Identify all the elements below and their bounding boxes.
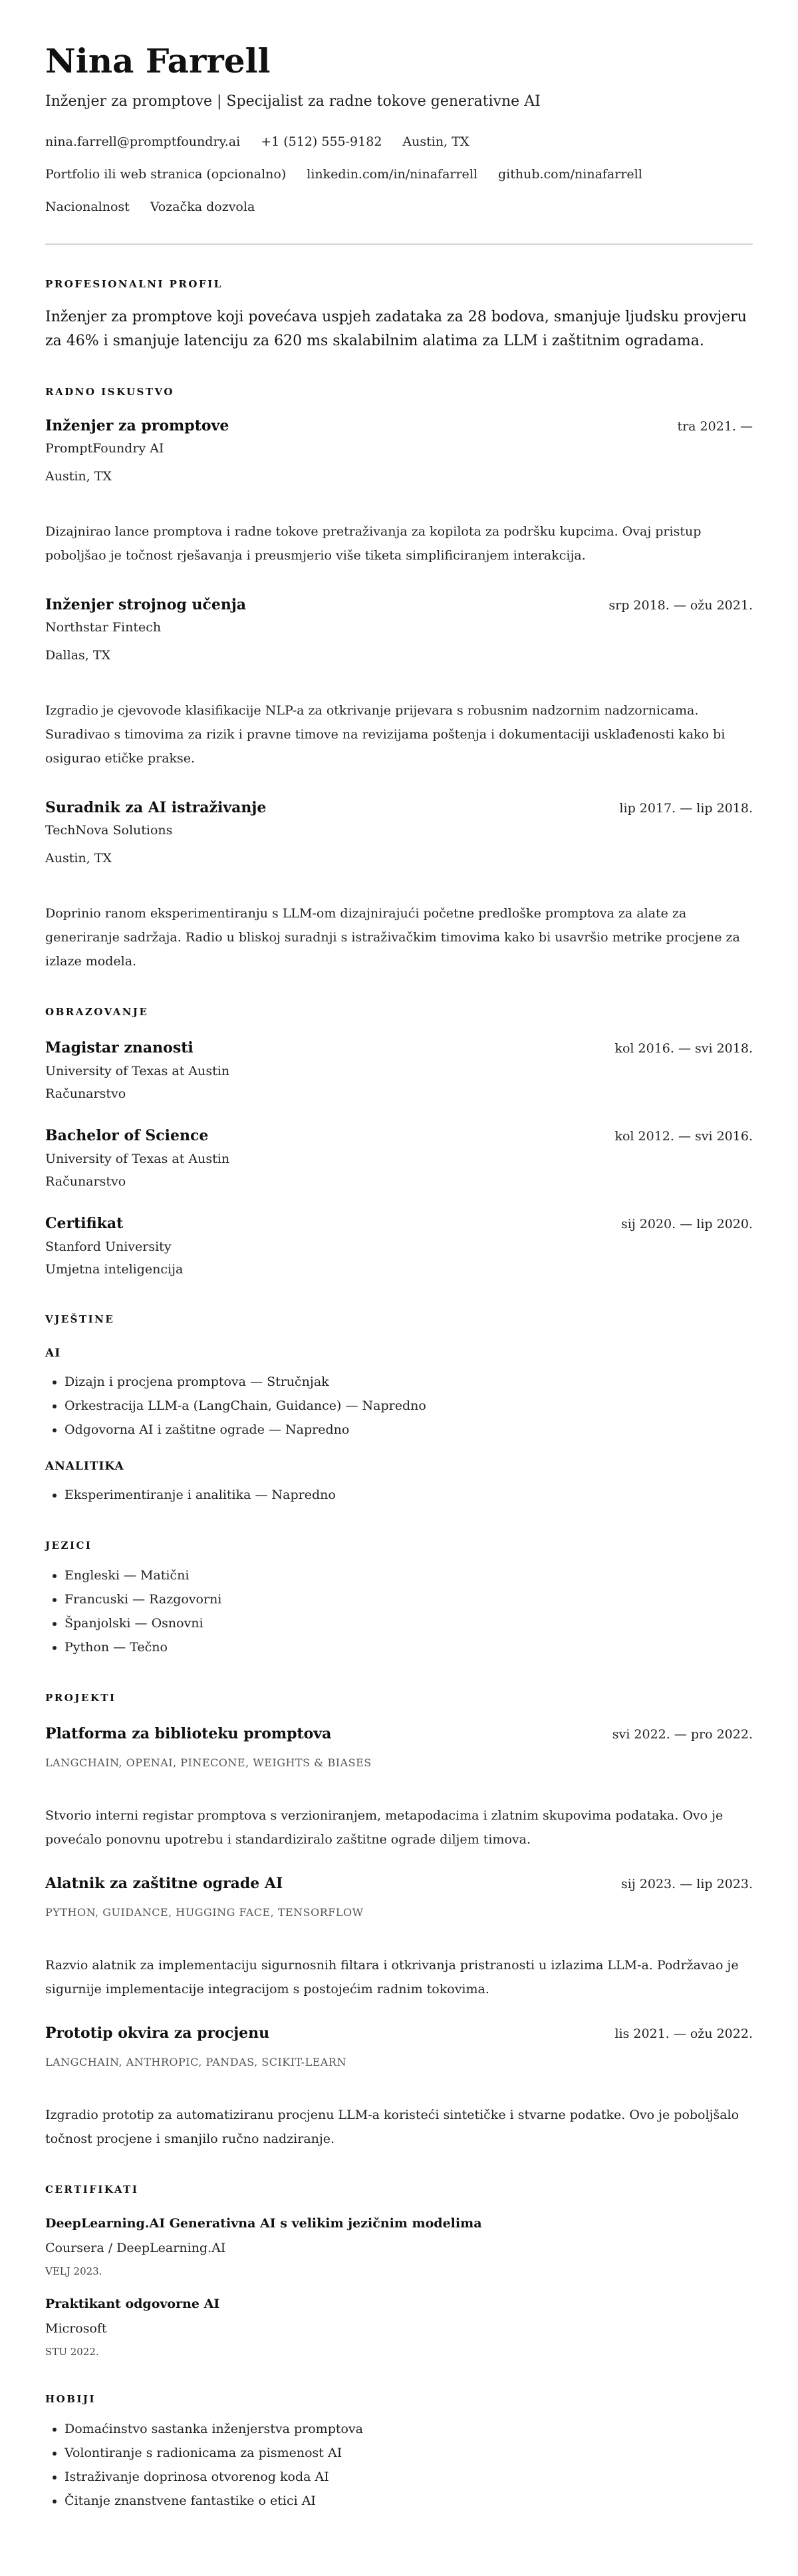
email-link[interactable]: nina.farrell@promptfoundry.ai [45, 134, 241, 149]
project-dates: svi 2022. — pro 2022. [612, 1727, 753, 1742]
drivers-license-text: Vozačka dozvola [150, 200, 255, 214]
job-header [45, 796, 753, 820]
profile-text: Inženjer za promptove koji povećava uspjeh zadataka za 28 bodova, smanjuje ljudsku provjeru za 46% i smanjuje latenciju za 620 ms skalabilnim alatima za LLM i zaštitnim ogradama. [45, 309, 747, 349]
project-header [45, 1722, 753, 1746]
skills-section [45, 1313, 753, 1507]
hobbies-section [45, 2392, 753, 2513]
job-title: Inženjer za promptove [45, 417, 229, 434]
education-dates: kol 2016. — svi 2018. [614, 1041, 753, 1056]
section-heading: JEZICI [45, 1539, 92, 1551]
resume-header [45, 40, 753, 217]
education-header [45, 1037, 753, 1060]
hobby-item: • Čitanje znanstvene fantastike o etici AI [65, 2489, 753, 2513]
job-dates: lip 2017. — lip 2018. [619, 801, 753, 816]
header-divider [45, 243, 753, 245]
section-heading: CERTIFIKATI [45, 2183, 139, 2195]
language-item: • Francuski — Razgovorni [65, 1587, 753, 1611]
certificate-entry [45, 2213, 753, 2280]
education-entry [45, 1212, 753, 1281]
section-heading: VJEŠTINE [45, 1313, 115, 1325]
links-row [45, 164, 753, 184]
section-heading: RADNO ISKUSTVO [45, 386, 174, 398]
section-heading: HOBIJI [45, 2393, 96, 2405]
hobbies-list [45, 2417, 753, 2513]
education-dates: kol 2012. — svi 2016. [614, 1129, 753, 1144]
certificate-title: DeepLearning.AI Generativna AI s velikim jezičnim modelima [45, 2216, 482, 2231]
section-heading: OBRAZOVANJE [45, 1006, 149, 1018]
skill-item: • Eksperimentiranje i analitika — Napredno [65, 1483, 753, 1507]
candidate-title: Inženjer za promptove | Specijalist za radne tokove generativne AI [45, 93, 541, 110]
skill-item: • Odgovorna AI i zaštitne ograde — Napredno [65, 1418, 753, 1442]
projects-section [45, 1691, 753, 2151]
school-name: University of Texas at Austin [45, 1064, 230, 1078]
skill-item: • Orkestracija LLM-a (LangChain, Guidance) — Napredno [65, 1394, 753, 1418]
project-tech-stack: LANGCHAIN, OPENAI, PINECONE, WEIGHTS & BIASES [45, 1756, 372, 1769]
project-entry [45, 1872, 753, 2001]
project-title: Platforma za biblioteku promptova [45, 1725, 332, 1742]
job-location: Austin, TX [45, 851, 112, 866]
job-description: Izgradio je cjevovode klasifikacije NLP-a za otkrivanje prijevara s robusnim nadzornim nadzornicama. Suradivao s timovima za rizik i pravne timove na revizijama poštenja i dokumentaciji usklađenosti kako bi osigurao etičke prakse. [45, 703, 726, 766]
skill-category-heading: AI [45, 1347, 61, 1360]
certificate-date: STU 2022. [45, 2346, 99, 2358]
project-tech-stack: LANGCHAIN, ANTHROPIC, PANDAS, SCIKIT-LEARN [45, 2056, 346, 2068]
languages-list [45, 1563, 753, 1659]
certificate-date: VELJ 2023. [45, 2265, 102, 2277]
job-entry [45, 414, 753, 567]
job-company: Northstar Fintech [45, 620, 162, 635]
project-tech-stack: PYTHON, GUIDANCE, HUGGING FACE, TENSORFLOW [45, 1906, 364, 1919]
education-header [45, 1212, 753, 1235]
certificate-issuer: Coursera / DeepLearning.AI [45, 2241, 226, 2255]
job-title: Inženjer strojnog učenja [45, 596, 247, 613]
skill-item: • Dizajn i procjena promptova — Stručnjak [65, 1370, 753, 1394]
languages-section [45, 1539, 753, 1659]
section-heading: PROJEKTI [45, 1692, 116, 1704]
certificates-section [45, 2183, 753, 2360]
job-company: PromptFoundry AI [45, 441, 164, 456]
field-of-study: Računarstvo [45, 1174, 126, 1189]
job-header [45, 414, 753, 438]
skill-list [45, 1483, 753, 1507]
job-location: Austin, TX [45, 469, 112, 484]
location-text: Austin, TX [402, 134, 469, 149]
portfolio-link[interactable]: Portfolio ili web stranica (opcionalno) [45, 167, 287, 182]
education-header [45, 1124, 753, 1148]
certificate-issuer: Microsoft [45, 2321, 107, 2336]
education-entry [45, 1124, 753, 1193]
job-dates: tra 2021. — [677, 419, 753, 434]
experience-section [45, 385, 753, 973]
degree-title: Magistar znanosti [45, 1039, 194, 1056]
github-link[interactable]: github.com/ninafarrell [497, 167, 642, 182]
skill-list [45, 1370, 753, 1442]
project-description: Stvorio interni registar promptova s verzioniranjem, metapodacima i zlatnim skupovima podataka. Ovo je povećalo ponovnu upotrebu i standardiziralo zaštitne ograde diljem timova. [45, 1808, 724, 1847]
school-name: University of Texas at Austin [45, 1152, 230, 1166]
hobby-item: • Istraživanje doprinosa otvorenog koda AI [65, 2465, 753, 2489]
education-entry [45, 1037, 753, 1105]
job-header [45, 593, 753, 617]
project-title: Alatnik za zaštitne ograde AI [45, 1875, 283, 1892]
project-header [45, 1872, 753, 1895]
project-entry [45, 2022, 753, 2151]
hobby-item: • Volontiranje s radionicama za pismenost AI [65, 2441, 753, 2465]
job-description: Doprinio ranom eksperimentiranju s LLM-om dizajnirajući početne predloške promptova za alate za generiranje sadržaja. Radio u bliskoj suradnji s istraživačkim timovima kako bi usavršio metrike procjene za izlaze modela. [45, 906, 740, 969]
degree-title: Certifikat [45, 1215, 124, 1232]
project-header [45, 2022, 753, 2045]
project-description: Razvio alatnik za implementaciju sigurnosnih filtara i otkrivanja pristranosti u izlazima LLM-a. Podržavao je sigurnije implementacije integracijom s postojećim radnim tokovima. [45, 1958, 739, 1997]
extra-info-row [45, 197, 753, 217]
hobby-item: • Domaćinstvo sastanka inženjerstva promptova [65, 2417, 753, 2441]
profile-section [45, 277, 753, 353]
job-location: Dallas, TX [45, 648, 111, 663]
field-of-study: Umjetna inteligencija [45, 1262, 184, 1277]
job-dates: srp 2018. — ožu 2021. [608, 598, 753, 613]
nationality-text: Nacionalnost [45, 200, 130, 214]
contact-row [45, 132, 753, 152]
job-entry [45, 593, 753, 770]
phone-text: +1 (512) 555-9182 [261, 134, 382, 149]
project-title: Prototip okvira za procjenu [45, 2024, 270, 2042]
education-dates: sij 2020. — lip 2020. [621, 1217, 753, 1231]
degree-title: Bachelor of Science [45, 1127, 209, 1144]
job-title: Suradnik za AI istraživanje [45, 799, 267, 816]
linkedin-link[interactable]: linkedin.com/in/ninafarrell [307, 167, 477, 182]
school-name: Stanford University [45, 1239, 172, 1254]
language-item: • Španjolski — Osnovni [65, 1611, 753, 1635]
field-of-study: Računarstvo [45, 1086, 126, 1101]
language-item: • Python — Tečno [65, 1635, 753, 1659]
job-company: TechNova Solutions [45, 823, 173, 838]
job-description: Dizajnirao lance promptova i radne tokove pretraživanja za kopilota za podršku kupcima. Ovaj pristup poboljšao je točnost rješavanja i preusmjerio više tiketa simplificiranjem interakcija. [45, 524, 702, 563]
skill-category-heading: ANALITIKA [45, 1460, 124, 1473]
job-entry [45, 796, 753, 973]
project-dates: lis 2021. — ožu 2022. [614, 2026, 753, 2041]
project-description: Izgradio prototip za automatiziranu procjenu LLM-a koristeći sintetičke i stvarne podatke. Ovo je poboljšalo točnost procjene i smanjilo ručno nadziranje. [45, 2108, 739, 2146]
certificate-entry [45, 2294, 753, 2360]
candidate-name: Nina Farrell [45, 41, 271, 80]
education-section [45, 1005, 753, 1281]
section-heading: PROFESIONALNI PROFIL [45, 278, 223, 290]
project-entry [45, 1722, 753, 1852]
language-item: • Engleski — Matični [65, 1563, 753, 1587]
certificate-title: Praktikant odgovorne AI [45, 2297, 220, 2311]
project-dates: sij 2023. — lip 2023. [621, 1877, 753, 1891]
